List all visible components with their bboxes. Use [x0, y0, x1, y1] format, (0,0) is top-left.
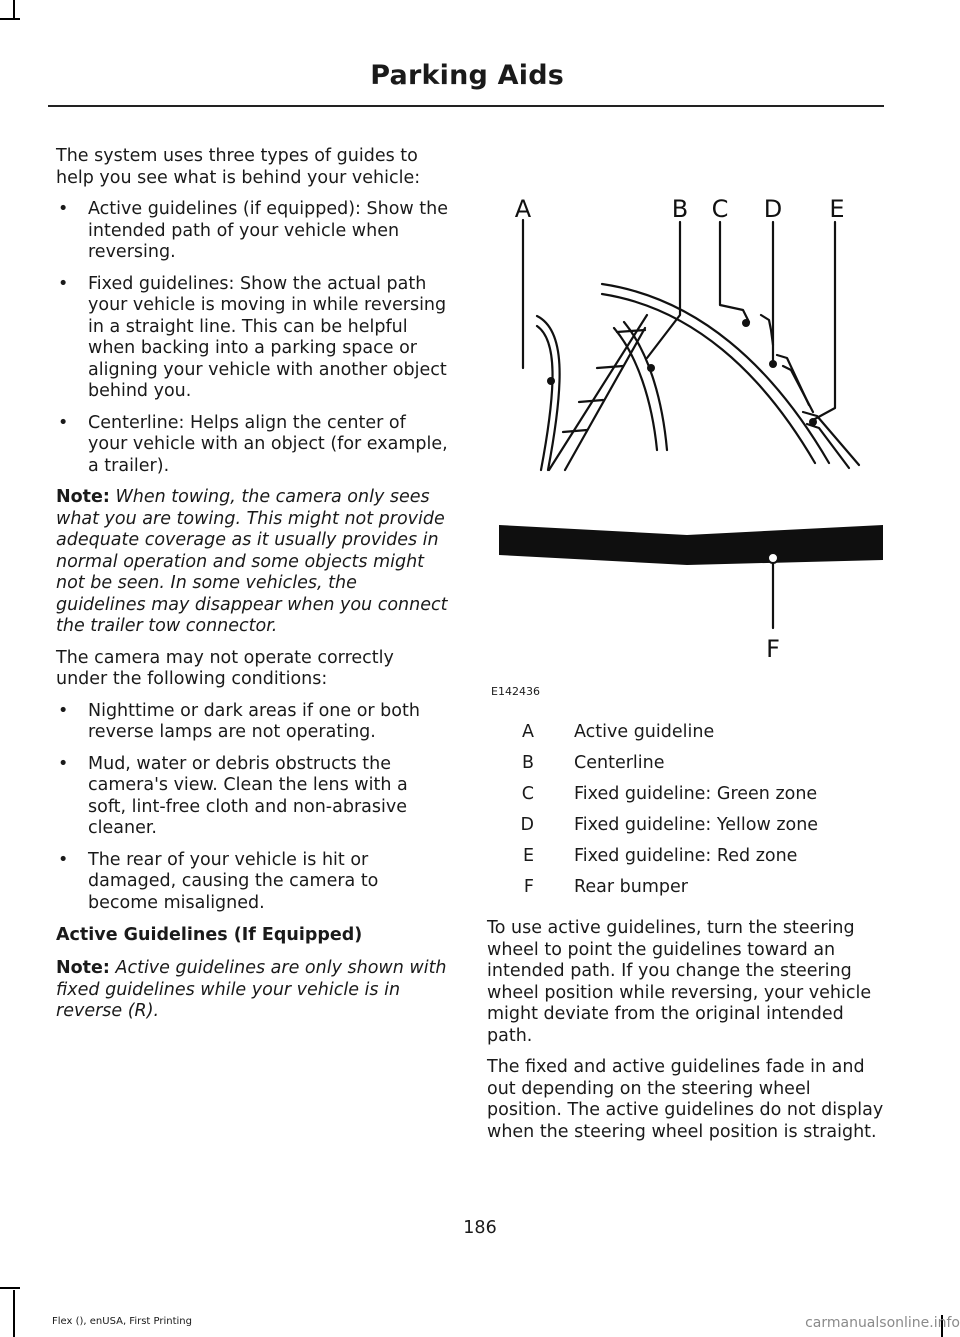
- note-label: Note:: [56, 487, 110, 507]
- callout-dot-e: [809, 418, 817, 426]
- legend-label: Fixed guideline: Red zone: [574, 846, 798, 866]
- active-guidelines-fade: The fixed and active guidelines fade in and out depending on the steering wheel position. The active guidelines do not display when the steering wheel position is straight.: [487, 1057, 884, 1142]
- fixed-guideline-left-tick-3: [579, 400, 603, 402]
- fixed-guideline-right-1: [761, 315, 773, 345]
- list-item: • The rear of your vehicle is hit or damaged, causing the camera to become misaligned.: [56, 850, 448, 915]
- legend-row: [487, 784, 887, 805]
- guidelines-diagram: [487, 180, 887, 705]
- legend-label: Fixed guideline: Green zone: [574, 784, 818, 804]
- list-item: • Nighttime or dark areas if one or both reverse lamps are not operating.: [56, 701, 448, 744]
- intro-paragraph: The system uses three types of guides to help you see what is behind your vehicle:: [56, 146, 421, 188]
- watermark: carmanualsonline.info: [805, 1315, 960, 1331]
- list-item: • Active guidelines (if equipped): Show the intended path of your vehicle when reversing.: [56, 199, 448, 264]
- distance-arc-inner: [602, 294, 815, 463]
- callout-label-e: E: [829, 195, 845, 223]
- legend-key: E: [522, 846, 534, 866]
- page-title: Parking Aids: [370, 60, 564, 91]
- legend-label: Fixed guideline: Yellow zone: [574, 815, 819, 835]
- footer-edition: Flex (), enUSA, First Printing: [52, 1316, 192, 1327]
- callout-label-a: A: [514, 195, 532, 223]
- list-item: • Mud, water or debris obstructs the camera's view. Clean the lens with a soft, lint-free cloth and non-abrasive cleaner.: [56, 754, 448, 840]
- legend-row: [487, 753, 887, 774]
- callout-label-f: F: [766, 635, 780, 663]
- active-guideline-left: [537, 316, 560, 470]
- active-guidelines-usage: To use active guidelines, turn the steering wheel to point the guidelines toward an intended path. If you change the steering wheel position while reversing, your vehicle might deviate from the original intended path.: [487, 918, 872, 1046]
- fixed-guideline-right-3: [783, 366, 813, 412]
- legend-label: Active guideline: [574, 722, 715, 742]
- note-label: Note:: [56, 958, 110, 978]
- legend-key: B: [521, 753, 534, 773]
- list-item: • Fixed guidelines: Show the actual path your vehicle is moving in while reversing in a straight line. This can be helpful when backing into a parking space or aligning your vehicle with another object behind you.: [56, 274, 448, 403]
- list-item: • Centerline: Helps align the center of your vehicle with an object (for example, a trailer).: [56, 413, 448, 478]
- legend-key: A: [522, 722, 534, 742]
- callout-leader-c: [720, 222, 749, 322]
- figure-id: E142436: [491, 685, 540, 698]
- note-text: When towing, the camera only sees what you are towing. This might not provide adequate coverage as it usually provides in normal operation and some objects might not be seen. In some vehicles, the guidelines may disappear when you connect the trailer tow connector.: [56, 487, 448, 636]
- callout-dot-b: [647, 364, 655, 372]
- rear-bumper: [499, 525, 883, 565]
- callout-leader-e: [813, 222, 835, 420]
- legend-row: [487, 722, 887, 743]
- guide-types-list: [56, 199, 448, 477]
- active-guideline-right: [537, 326, 553, 470]
- crop-mark-top-left-v: [13, 0, 15, 20]
- conditions-list: [56, 701, 448, 915]
- note-text: Active guidelines are only shown with fixed guidelines while your vehicle is in reverse (R).: [56, 958, 447, 1021]
- legend-label: Rear bumper: [574, 877, 688, 897]
- towing-note: [56, 487, 448, 638]
- page-number: 186: [463, 1218, 497, 1238]
- callout-leader-b: [647, 222, 680, 358]
- legend-row: [487, 815, 887, 836]
- active-guidelines-note: [56, 958, 448, 1023]
- figure-legend: [487, 722, 887, 908]
- callout-label-b: B: [671, 195, 689, 223]
- left-column: [56, 146, 448, 1033]
- callout-label-c: C: [711, 195, 729, 223]
- fixed-guideline-left-inner: [565, 328, 645, 470]
- crop-mark-top-left-h: [0, 18, 20, 20]
- legend-key: C: [521, 784, 534, 804]
- right-column: [487, 918, 885, 1153]
- callout-dot-f: [768, 553, 778, 563]
- callout-dot-d: [769, 360, 777, 368]
- callout-dot-a: [547, 377, 555, 385]
- fixed-guideline-left-outer: [549, 315, 647, 470]
- legend-key: D: [520, 815, 534, 835]
- callout-label-d: D: [763, 195, 783, 223]
- section-heading: Active Guidelines (If Equipped): [56, 925, 363, 945]
- callout-dot-c: [742, 319, 750, 327]
- legend-row: [487, 877, 887, 898]
- fixed-guideline-left-tick-2: [597, 366, 623, 368]
- conditions-intro: The camera may not operate correctly under the following conditions:: [56, 647, 394, 689]
- crop-mark-bottom-left-h: [0, 1287, 20, 1289]
- fixed-guideline-left-tick-4: [563, 430, 587, 432]
- crop-mark-bottom-left-v: [13, 1290, 15, 1337]
- header-divider: [48, 105, 884, 107]
- legend-label: Centerline: [574, 753, 665, 773]
- legend-row: [487, 846, 887, 867]
- legend-key: F: [523, 877, 534, 897]
